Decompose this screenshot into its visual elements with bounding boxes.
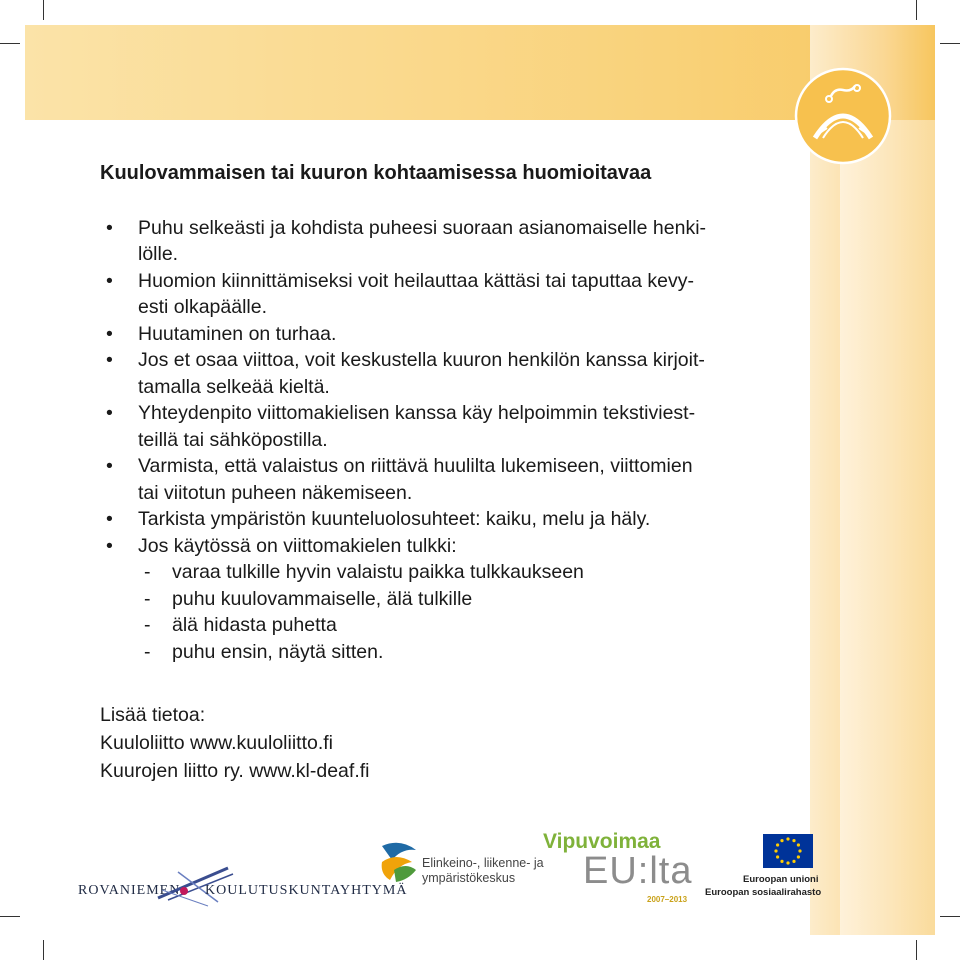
crop-mark bbox=[940, 916, 960, 917]
more-info-label: Lisää tietoa: bbox=[100, 704, 206, 726]
list-item bbox=[100, 400, 800, 453]
list-item bbox=[100, 347, 800, 400]
crop-mark bbox=[916, 0, 917, 20]
list-item bbox=[100, 506, 800, 533]
list-item-line: • Jos et osaa viittoa, voit keskustella kuuron henkilön kanssa kirjoit- bbox=[138, 349, 705, 371]
sub-list-item-text: varaa tulkille hyvin valaistu paikka tulkkaukseen bbox=[172, 561, 584, 583]
sub-list-item-text: älä hidasta puhetta bbox=[172, 614, 337, 636]
eu-label-line1: Euroopan unioni bbox=[743, 874, 819, 885]
sub-list-item: - puhu ensin, näytä sitten. bbox=[144, 640, 384, 663]
rovaniemi-logo-left: ROVANIEMEN bbox=[78, 883, 181, 898]
sub-list-item-text: puhu kuulovammaiselle, älä tulkille bbox=[172, 587, 473, 610]
crop-mark bbox=[43, 0, 44, 20]
list-item-line: • Huomion kiinnittämiseksi voit heilauttaa kättäsi tai taputtaa kevy- bbox=[138, 269, 695, 292]
sub-list-item: - älä hidasta puhetta bbox=[144, 614, 337, 636]
guidelines-list bbox=[100, 215, 800, 666]
ely-mark-icon bbox=[378, 840, 420, 885]
list-item bbox=[100, 321, 800, 348]
vipuvoimaa-title: Vipuvoimaa bbox=[543, 830, 661, 853]
list-item bbox=[100, 215, 800, 268]
more-info-line: Kuuloliitto www.kuuloliitto.fi bbox=[100, 732, 334, 754]
list-item-line: teillä tai sähköpostilla. bbox=[138, 428, 328, 451]
main-content bbox=[100, 160, 800, 785]
more-info-line: Kuurojen liitto ry. www.kl-deaf.fi bbox=[100, 760, 370, 782]
list-item-line: tamalla selkeää kieltä. bbox=[138, 375, 330, 398]
crop-mark bbox=[43, 940, 44, 960]
list-item-line: • Puhu selkeästi ja kohdista puheesi suoraan asianomaiselle henki- bbox=[138, 216, 707, 239]
list-item bbox=[100, 453, 800, 506]
sub-list-item: - puhu kuulovammaiselle, älä tulkille bbox=[144, 587, 473, 610]
list-item-line: • Tarkista ympäristön kuunteluolosuhteet: kaiku, melu ja häly. bbox=[138, 508, 651, 530]
circle-emblem-icon bbox=[793, 66, 893, 166]
page-title: Kuulovammaisen tai kuuron kohtaamisessa huomioitavaa bbox=[100, 162, 652, 184]
eu-label-line2: Euroopan sosiaalirahasto bbox=[705, 887, 822, 898]
eu-logo bbox=[700, 830, 820, 910]
vipuvoimaa-logo bbox=[543, 830, 693, 910]
vipuvoimaa-eu-lta: EU:lta bbox=[583, 850, 693, 892]
list-item-line: • Varmista, että valaistus on riittävä huulilta lukemiseen, viittomien bbox=[138, 455, 693, 477]
list-item-line: tai viitotun puheen näkemiseen. bbox=[138, 481, 413, 504]
vipuvoimaa-years: 2007–2013 bbox=[647, 895, 688, 904]
more-info bbox=[100, 701, 800, 785]
ely-line: ympäristökeskus bbox=[422, 871, 516, 885]
list-item-line: • Jos käytössä on viittomakielen tulkki: bbox=[138, 534, 457, 557]
rovaniemi-logo-right: KOULUTUSKUNTAYHTYMÄ bbox=[205, 883, 408, 898]
footer-logos bbox=[0, 820, 960, 910]
crop-mark bbox=[916, 940, 917, 960]
list-item bbox=[100, 268, 800, 321]
eu-flag-icon bbox=[763, 834, 813, 868]
ely-text bbox=[422, 856, 544, 886]
rovaniemi-logo bbox=[78, 860, 408, 900]
ely-logo bbox=[378, 840, 548, 885]
crop-mark bbox=[0, 916, 20, 917]
ely-line: Elinkeino-, liikenne- ja bbox=[422, 856, 544, 870]
crop-mark bbox=[0, 43, 20, 44]
list-item-line: • Yhteydenpito viittomakielisen kanssa käy helpoimmin tekstiviest- bbox=[138, 402, 696, 424]
list-item-line: lölle. bbox=[138, 243, 179, 265]
right-inner-band bbox=[840, 120, 935, 935]
list-item-line: • Huutaminen on turhaa. bbox=[138, 322, 337, 345]
crop-mark bbox=[940, 43, 960, 44]
list-item-line: esti olkapäälle. bbox=[138, 296, 267, 318]
sub-list-item-text: puhu ensin, näytä sitten. bbox=[172, 640, 384, 663]
list-item bbox=[100, 533, 800, 666]
sub-list-item: - varaa tulkille hyvin valaistu paikka tulkkaukseen bbox=[144, 561, 584, 583]
interpreter-sublist bbox=[138, 559, 800, 665]
